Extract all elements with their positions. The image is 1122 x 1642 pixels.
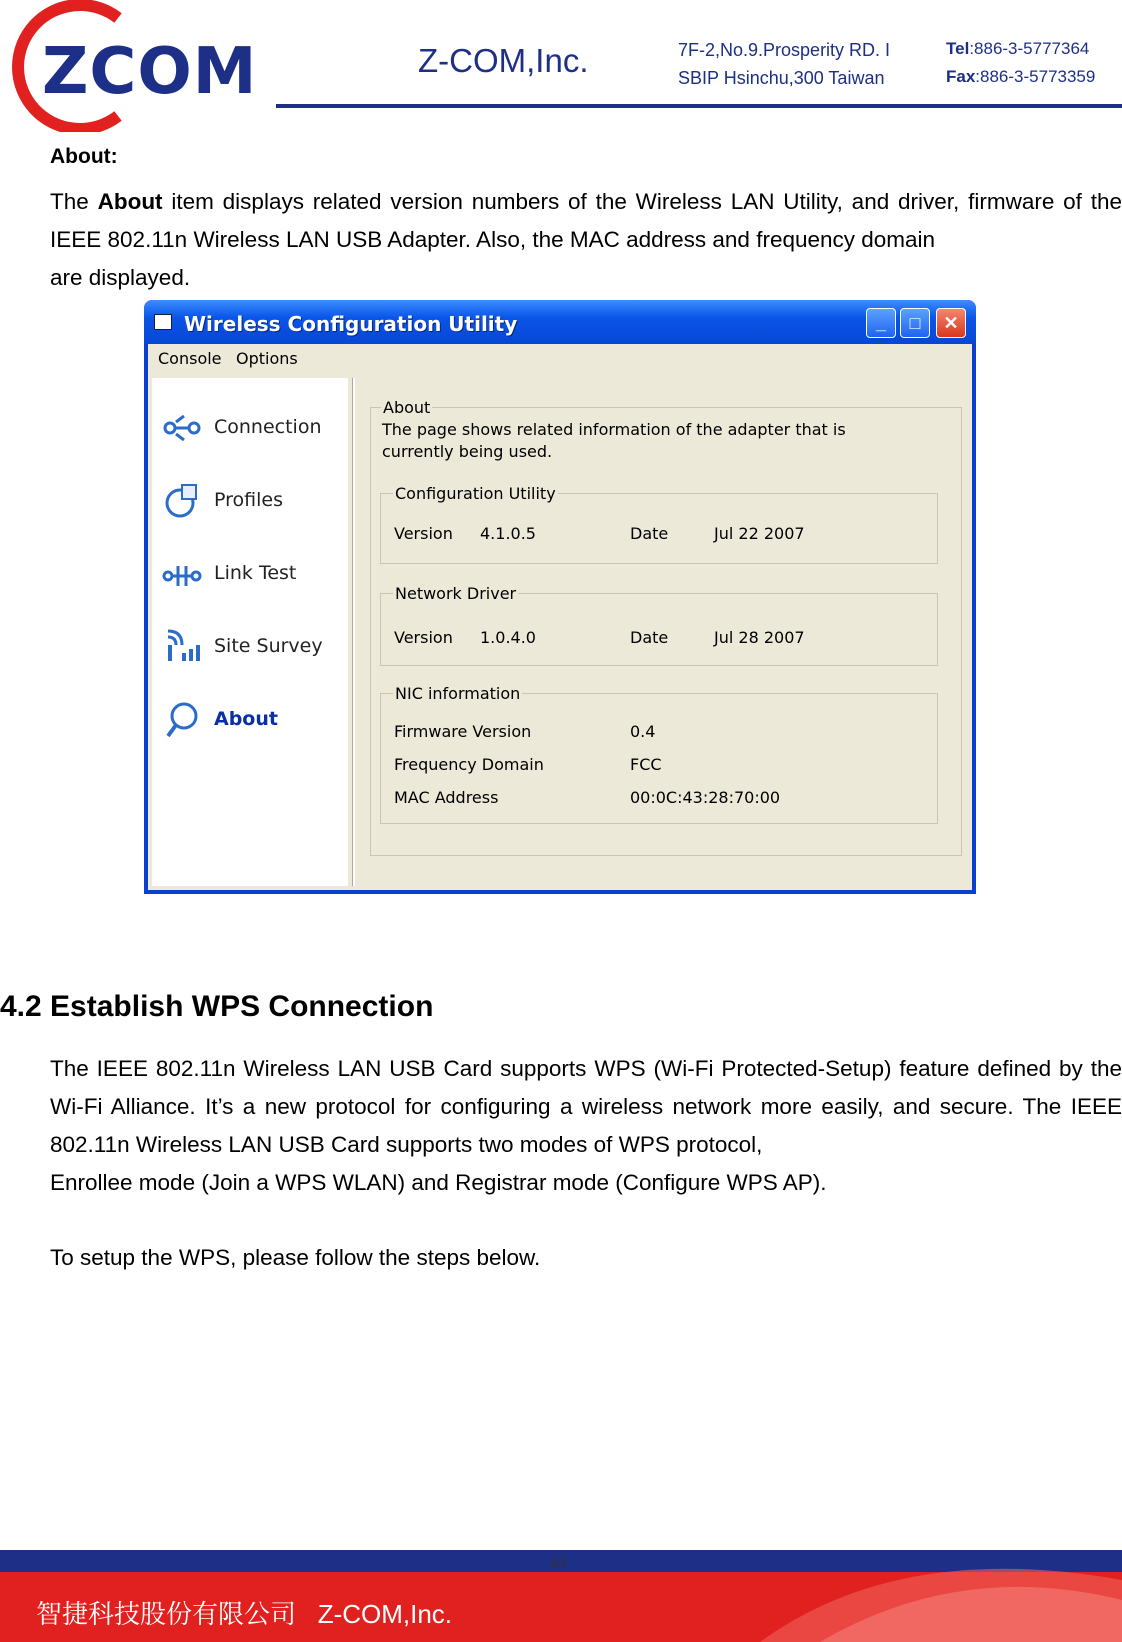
window-title: Wireless Configuration Utility [184,312,518,336]
about-description-line1: The page shows related information of the adapter that is [382,420,846,439]
menu-console[interactable]: Console [158,349,222,368]
menu-bar [148,344,972,374]
tel-value: :886-3-5777364 [969,39,1090,58]
network-driver-version-value: 1.0.4.0 [480,628,536,647]
header-company-name: Z-COM,Inc. [418,42,589,79]
header-address-line2: SBIP Hsinchu,300 Taiwan [678,68,885,88]
network-driver-version-label: Version [394,628,453,647]
pane-divider [352,378,355,886]
about-icon [162,700,202,740]
page-number: 43 [550,1553,567,1572]
header-divider [276,104,1122,108]
close-button[interactable]: ✕ [936,308,966,338]
about-para-rest: item displays related version numbers of the Wireless LAN Utility, and driver, firmware of the IEEE 802.11n Wireless LAN USB Adapter. Also, the MAC address and frequency domain [50,189,1122,252]
footer-company-name: Z-COM,Inc. [317,1599,453,1629]
wps-para-last-line: Enrollee mode (Join a WPS WLAN) and Registrar mode (Configure WPS AP). [50,1170,827,1195]
sidebar-nav [152,378,348,886]
config-utility-group-label: Configuration Utility [395,484,556,503]
footer-chinese-name: 智捷科技股份有限公司 [36,1599,297,1629]
link-test-icon [162,554,202,594]
network-driver-date-value: Jul 28 2007 [714,628,805,647]
connection-icon [162,408,202,448]
config-utility-date-label: Date [630,524,669,543]
footer-swoosh-icon [760,1550,1122,1642]
window-titlebar [144,300,976,344]
site-survey-icon [162,627,202,667]
minimize-button[interactable]: _ [866,308,896,338]
sidebar-item-label: Profiles [214,489,283,511]
network-driver-group [380,584,938,666]
wps-paragraph [50,1050,1122,1202]
app-icon [154,314,172,330]
window-client-area [148,374,972,890]
maximize-button[interactable]: □ [900,308,930,338]
sidebar-item-about[interactable] [162,700,342,740]
about-group-label: About [383,398,431,417]
sidebar-item-connection[interactable] [162,408,342,448]
config-utility-version-value: 4.1.0.5 [480,524,536,543]
mac-address-label: MAC Address [394,788,499,807]
about-description-line2: currently being used. [382,442,553,461]
zcom-logo: ZCOM [42,35,258,109]
footer-company [36,1594,452,1631]
tel-label: Tel [946,39,970,58]
sidebar-item-site-survey[interactable] [162,627,342,667]
profiles-icon [162,481,202,521]
config-utility-version-label: Version [394,524,453,543]
about-section-title: About: [50,145,118,168]
firmware-version-label: Firmware Version [394,722,532,741]
header-fax [946,67,1095,87]
fax-value: :886-3-5773359 [975,67,1096,86]
frequency-domain-label: Frequency Domain [394,755,544,774]
sidebar-item-label: About [214,708,278,730]
sidebar-item-label: Connection [214,416,322,438]
section-heading-wps: 4.2 Establish WPS Connection [0,990,434,1023]
sidebar-item-profiles[interactable] [162,481,342,521]
wps-para-body: The IEEE 802.11n Wireless LAN USB Card supports WPS (Wi-Fi Protected-Setup) feature defined by the Wi-Fi Alliance. It’s a new protocol for configuring a wireless network more easily, and secure. The IEEE 802.11n Wireless LAN USB Card supports two modes of WPS protocol, [50,1056,1122,1157]
network-driver-group-label: Network Driver [395,584,517,603]
menu-options[interactable]: Options [236,349,298,368]
about-para-bold: About [97,189,163,214]
firmware-version-value: 0.4 [630,722,656,741]
header-tel [946,39,1089,59]
sidebar-item-link-test[interactable] [162,554,342,594]
mac-address-value: 00:0C:43:28:70:00 [630,788,781,807]
network-driver-date-label: Date [630,628,669,647]
about-para-prefix: The [50,189,98,214]
sidebar-item-label: Link Test [214,562,297,584]
header-address-line1: 7F-2,No.9.Prosperity RD. I [678,40,891,60]
frequency-domain-value: FCC [630,755,662,774]
config-utility-date-value: Jul 22 2007 [714,524,805,543]
about-para-last-line: are displayed. [50,265,191,290]
about-paragraph [50,183,1122,297]
wps-setup-instruction: To setup the WPS, please follow the steps below. [50,1245,541,1270]
fax-label: Fax [946,67,976,86]
sidebar-item-label: Site Survey [214,635,323,657]
wireless-config-utility-window [144,300,976,894]
nic-info-group-label: NIC information [395,684,521,703]
